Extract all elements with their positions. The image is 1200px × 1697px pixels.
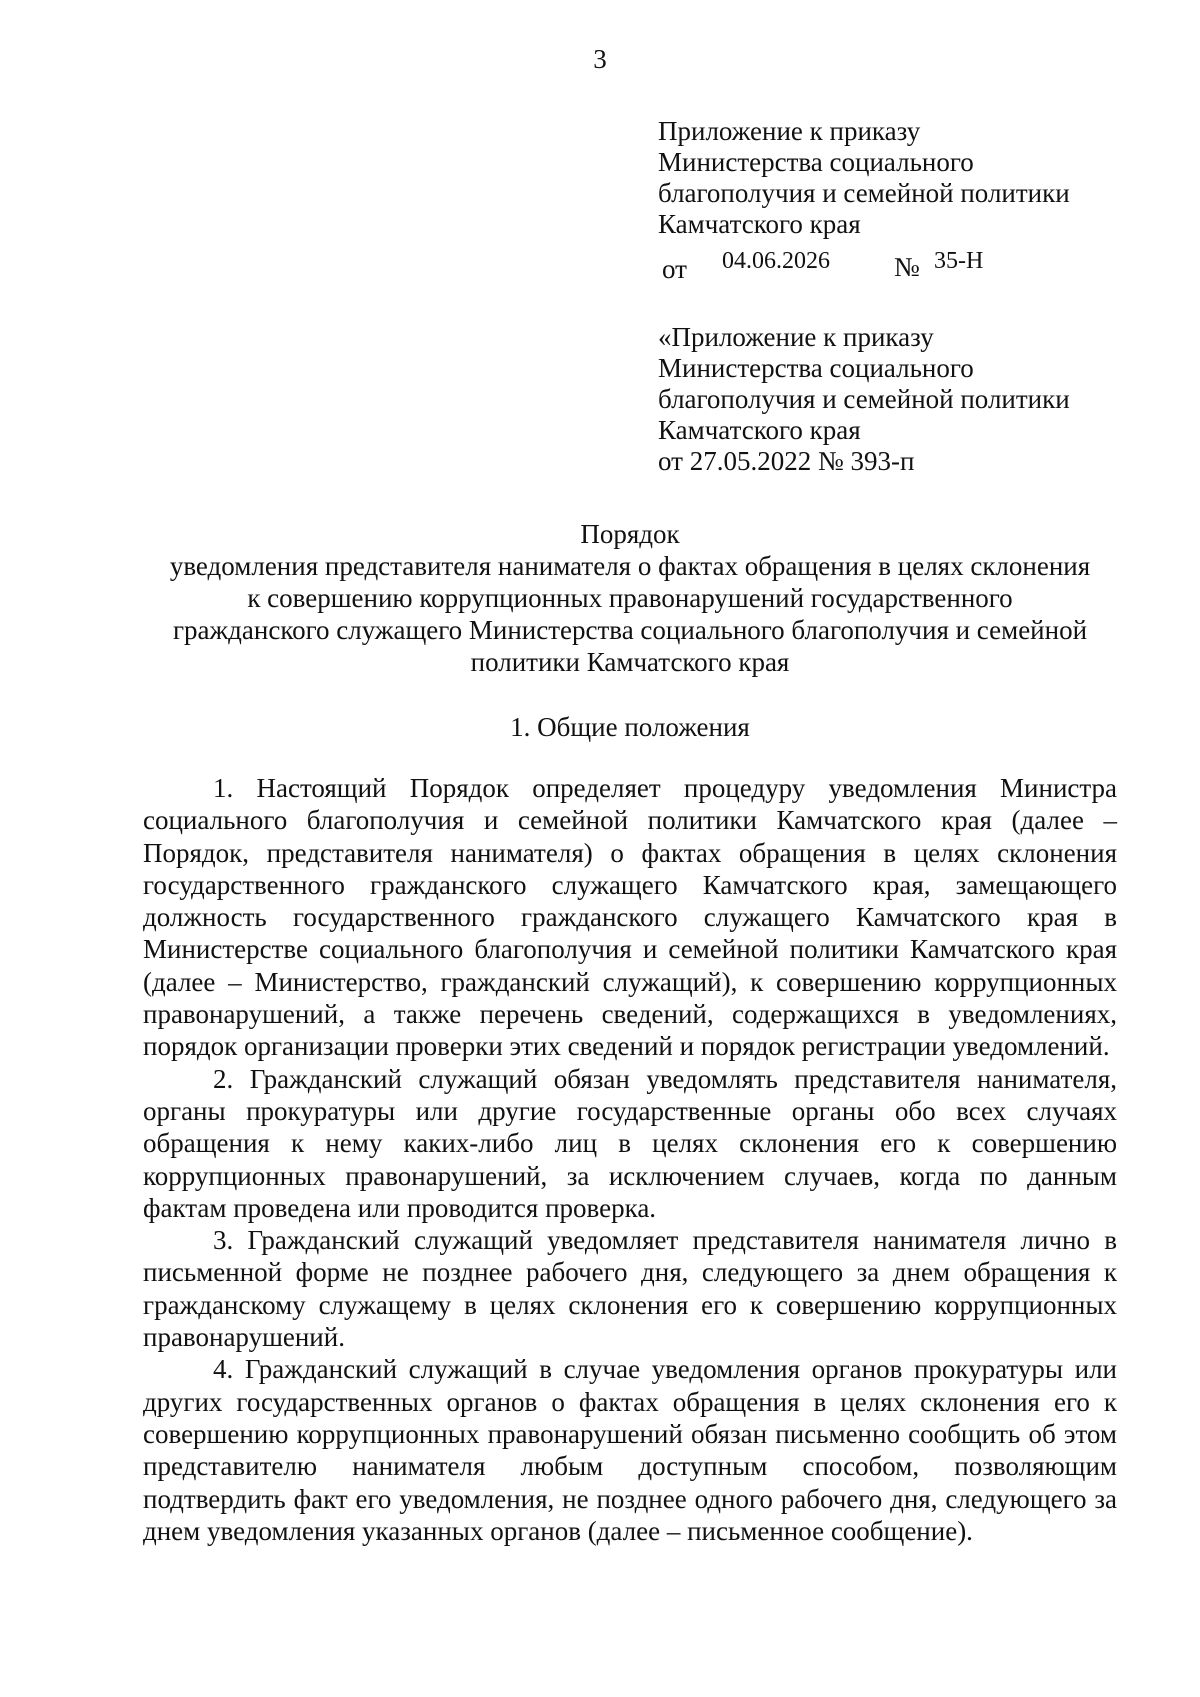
appendix-line: благополучия и семейной политики	[658, 384, 1070, 414]
appendix-line: от 27.05.2022 № 393-п	[658, 446, 915, 476]
appendix-line: Министерства социального	[658, 147, 974, 177]
document-title	[140, 518, 1120, 678]
title-line: политики Камчатского края	[470, 647, 790, 677]
appendix-header-current	[658, 116, 1070, 240]
appendix-line: Камчатского края	[658, 415, 861, 445]
paragraph: 2. Гражданский служащий обязан уведомлять представителя нанимателя, органы прокуратуры или другие государственные органы обо всех случаях обращения к нему каких-либо лиц в целях склонения его к совершению коррупционных правонарушений, за исключением случаев, когда по данным фактам проведена или проводится проверка.	[143, 1063, 1117, 1223]
section-heading: 1. Общие положения	[510, 712, 750, 742]
appendix-line: Приложение к приказу	[658, 116, 921, 146]
document-body	[143, 772, 1117, 1547]
page-number: 3	[593, 44, 607, 74]
order-date-prefix: от	[662, 254, 687, 284]
title-heading: Порядок	[580, 519, 680, 549]
paragraph: 3. Гражданский служащий уведомляет представителя нанимателя лично в письменной форме не позднее рабочего дня, следующего за днем обращения к гражданскому служащему в целях склонения его к совершению коррупционных правонарушений.	[143, 1225, 1117, 1353]
title-line: гражданского служащего Министерства социального благополучия и семейной	[172, 615, 1088, 645]
title-line: к совершению коррупционных правонарушений государственного	[247, 583, 1013, 613]
order-date: 04.06.2026	[722, 248, 830, 274]
paragraph: 4. Гражданский служащий в случае уведомления органов прокуратуры или других государственных органов о фактах обращения в целях склонения его к совершению коррупционных правонарушений обязан письменно сообщить об этом представителю нанимателя любым доступным способом, позволяющим подтвердить факт его уведомления, не позднее одного рабочего дня, следующего за днем уведомления указанных органов (далее – письменное сообщение).	[143, 1354, 1117, 1546]
title-line: уведомления представителя нанимателя о фактах обращения в целях склонения	[169, 551, 1091, 581]
paragraph: 1. Настоящий Порядок определяет процедуру уведомления Министра социального благополучия и семейной политики Камчатского края (далее – Порядок, представителя нанимателя) о фактах обращения в целях склонения государственного гражданского служащего Камчатского края, замещающего должность государственного гражданского служащего Камчатского края в Министерстве социального благополучия и семейной политики Камчатского края (далее – Министерство, гражданский служащий), к совершению коррупционных правонарушений, а также перечень сведений, содержащихся в уведомлениях, порядок организации проверки этих сведений и порядок регистрации уведомлений.	[143, 773, 1117, 1062]
appendix-line: Министерства социального	[658, 353, 974, 383]
appendix-header-previous	[658, 322, 1070, 477]
appendix-line: «Приложение к приказу	[658, 322, 934, 352]
order-date-number-row	[662, 248, 1062, 284]
order-number-label: №	[894, 252, 920, 282]
appendix-line: Камчатского края	[658, 209, 861, 239]
order-number: 35-Н	[934, 248, 984, 274]
appendix-line: благополучия и семейной политики	[658, 178, 1070, 208]
